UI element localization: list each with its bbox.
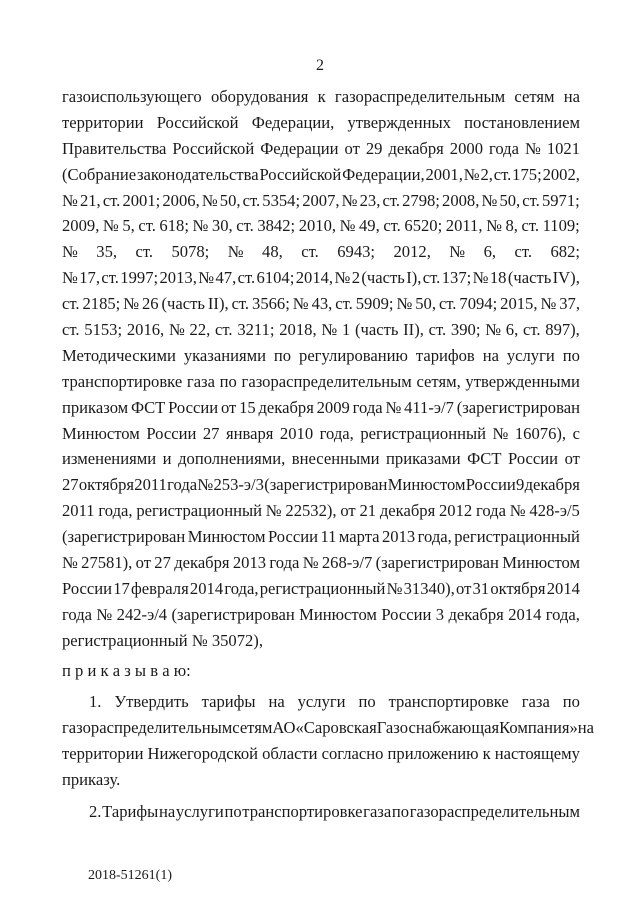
- text-line: года № 242-э/4 (зарегистрирован Минюстом России 3 декабря 2014 года,: [62, 604, 580, 624]
- text-line: территории Нижегородской области согласно приложению к настоящему: [62, 744, 580, 764]
- text-line: приказом ФСТ России от 15 декабря 2009 года № 411-э/7 (зарегистрирован: [62, 397, 580, 417]
- text-line: газоиспользующего оборудования к газораспределительным сетям на: [62, 87, 580, 106]
- text-line: № 35, ст. 5078; № 48, ст. 6943; 2012, № 6, ст. 682;: [62, 242, 580, 262]
- document-body: [62, 84, 595, 825]
- order-word: [62, 658, 580, 684]
- text-line: приказу.: [62, 770, 121, 790]
- text-line: 2. Тарифы на услуги по транспортировке газа по газораспределительным: [89, 802, 580, 822]
- text-line: Методическими указаниями по регулированию тарифов на услуги по: [62, 345, 580, 365]
- text-line: 2009, № 5, ст. 618; № 30, ст. 3842; 2010, № 49, ст. 6520; 2011, № 8, ст. 1109;: [62, 216, 580, 236]
- text-line: (Собрание законодательства Российской Федерации, 2001, № 2, ст. 175; 2002,: [62, 164, 580, 184]
- document-code: 2018-51261(1): [88, 868, 172, 883]
- text-line: (зарегистрирован Минюстом России 11 марта 2013 года, регистрационный: [62, 527, 580, 547]
- text-line: изменениями и дополнениями, внесенными приказами ФСТ России от: [62, 449, 580, 469]
- text-line: Минюстом России 27 января 2010 года, регистрационный № 16076), с: [62, 423, 580, 443]
- text-line: транспортировке газа по газораспределительным сетям, утвержденными: [62, 371, 580, 391]
- page-number: 2: [316, 57, 324, 74]
- text-line: 1. Утвердить тарифы на услуги по транспортировке газа по: [89, 692, 580, 712]
- text-line: № 27581), от 27 декабря 2013 года № 268-э/7 (зарегистрирован Минюстом: [62, 553, 580, 573]
- text-line: № 21, ст. 2001; 2006, № 50, ст. 5354; 2007, № 23, ст. 2798; 2008, № 50, ст. 5971;: [62, 190, 580, 210]
- text-line: газораспределительным сетям АО «Саровская Газоснабжающая Компания» на: [62, 718, 595, 738]
- text-line: 2011 года, регистрационный № 22532), от 21 декабря 2012 года № 428-э/5: [62, 501, 580, 521]
- text-line: № 17, ст. 1997; 2013, № 47, ст. 6104; 2014, № 2 (часть I), ст. 137; № 18 (часть IV),: [62, 268, 580, 288]
- text-line: 27 октября 2011 года № 253-э/3 (зарегистрирован Минюстом России 9 декабря: [62, 475, 580, 495]
- text-line: Правительства Российской Федерации от 29 декабря 2000 года № 1021: [62, 138, 580, 158]
- numbered-item-2: [62, 799, 580, 825]
- text-line: регистрационный № 35072),: [62, 630, 263, 650]
- text-line: территории Российской Федерации, утвержденных постановлением: [62, 112, 580, 132]
- paragraph-legal-basis: [62, 84, 580, 654]
- order-word-text: п р и к а з ы в а ю:: [62, 660, 191, 680]
- text-line: России 17 февраля 2014 года, регистрационный № 31340), от 31 октября 2014: [62, 578, 580, 598]
- numbered-item-1: [62, 689, 595, 793]
- text-line: ст. 2185; № 26 (часть II), ст. 3566; № 43, ст. 5909; № 50, ст. 7094; 2015, № 37,: [62, 294, 580, 314]
- text-line: ст. 5153; 2016, № 22, ст. 3211; 2018, № 1 (часть II), ст. 390; № 6, ст. 897),: [62, 320, 580, 340]
